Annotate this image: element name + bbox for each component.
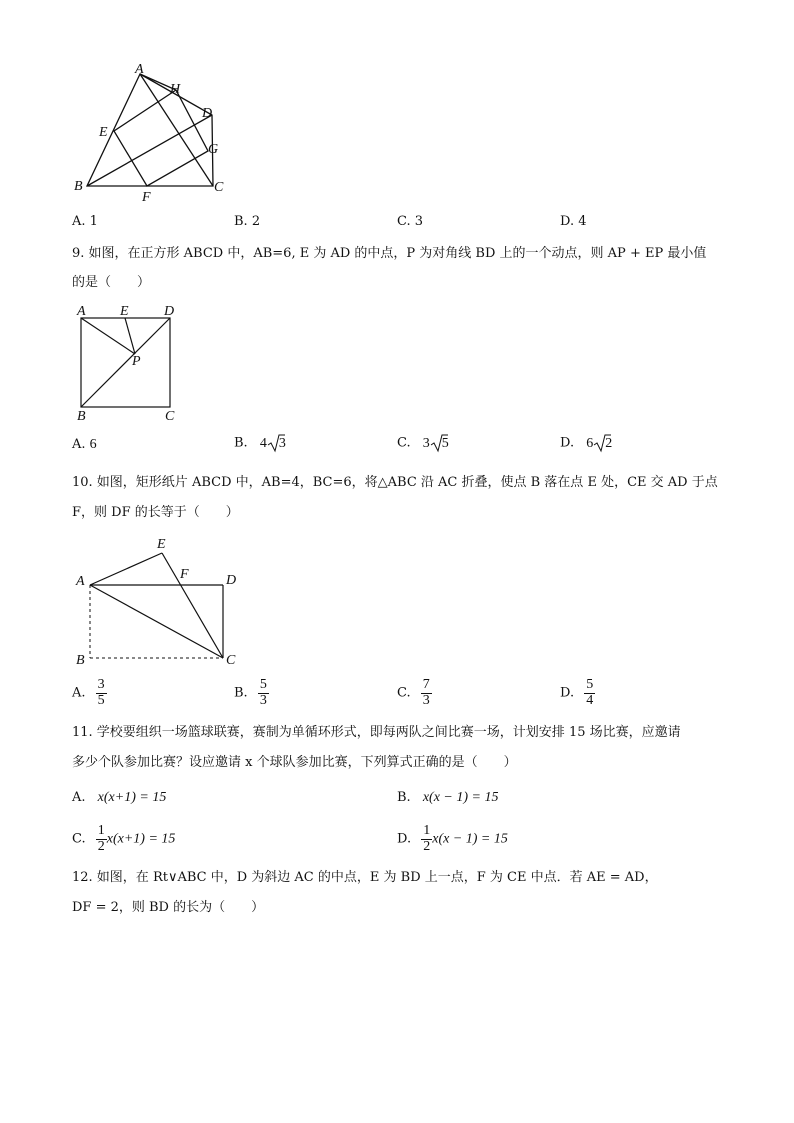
q10-label-B: B xyxy=(76,653,85,668)
q9-label-D: D xyxy=(164,304,175,319)
q10-option-c-letter: C. xyxy=(397,685,411,701)
q11-option-c-expr: x(x+1) = 15 xyxy=(106,831,176,847)
q9-label-C: C xyxy=(165,409,175,424)
q10-option-b-letter: B. xyxy=(234,685,248,701)
q9-option-c-radicand: 5 xyxy=(441,435,449,451)
q9-label-P: P xyxy=(132,354,141,369)
q9-stem-line1: 9. 如图，在正方形 ABCD 中，AB=6, E 为 AD 的中点，P 为对角线 BD 上的一个动点，则 AP + EP 最小值 xyxy=(72,246,707,261)
q10-option-c-num: 7 xyxy=(422,677,430,692)
q11-option-c-num: 1 xyxy=(97,823,105,838)
q10-figure xyxy=(70,530,250,675)
q11-stem-line2: 多少个队参加比赛？设应邀请 x 个球队参加比赛，下列算式正确的是（ ） xyxy=(72,755,517,770)
q8-label-D: D xyxy=(202,106,213,121)
q9-option-c-letter: C. xyxy=(397,435,411,451)
q8-option-c[interactable]: C. 3 xyxy=(397,214,424,229)
q10-option-c-fraction xyxy=(421,678,432,708)
q10-label-C: C xyxy=(226,653,236,668)
q8-option-a[interactable]: A. 1 xyxy=(72,214,98,229)
q8-label-C: C xyxy=(214,180,224,195)
q10-option-a[interactable] xyxy=(72,678,107,708)
q10-label-E: E xyxy=(157,537,166,552)
q8-figure xyxy=(70,60,240,210)
q9-option-b-letter: B. xyxy=(234,435,248,451)
q10-option-a-den: 5 xyxy=(97,692,105,708)
q9-option-d-letter: D. xyxy=(560,435,575,451)
q8-label-F: F xyxy=(142,190,151,205)
q11-option-d[interactable] xyxy=(397,824,508,854)
q8-label-B: B xyxy=(74,179,83,194)
q9-label-B: B xyxy=(77,409,86,424)
q9-option-b-radicand: 3 xyxy=(278,435,286,451)
q11-option-c[interactable] xyxy=(72,824,175,854)
q10-option-b-num: 5 xyxy=(259,677,267,692)
q10-option-d-letter: D. xyxy=(560,685,575,701)
q10-option-b-fraction xyxy=(258,678,269,708)
q10-label-F: F xyxy=(180,567,189,582)
q12-stem-line2: DF = 2，则 BD 的长为（ ） xyxy=(72,900,265,915)
q11-option-a-expr: x(x+1) = 15 xyxy=(97,790,167,805)
q9-option-d[interactable] xyxy=(560,433,612,453)
q9-option-a[interactable] xyxy=(72,437,97,453)
q11-option-d-num: 1 xyxy=(423,823,431,838)
q9-option-b-coef: 4 xyxy=(259,435,267,451)
q8-label-A: A xyxy=(135,62,144,77)
q9-label-E: E xyxy=(120,304,129,319)
q11-option-d-letter: D. xyxy=(397,831,412,847)
q9-figure xyxy=(70,300,190,426)
q10-stem-line2: F，则 DF 的长等于（ ） xyxy=(72,505,239,520)
q10-option-c[interactable] xyxy=(397,678,432,708)
q10-option-c-den: 3 xyxy=(422,692,430,708)
q11-option-c-letter: C. xyxy=(72,831,86,847)
q8-label-E: E xyxy=(99,125,108,140)
q10-option-b[interactable] xyxy=(234,678,269,708)
q9-option-d-radicand: 2 xyxy=(605,435,613,451)
q9-label-A: A xyxy=(77,304,86,319)
q8-label-G: G xyxy=(208,142,219,157)
q11-option-c-half xyxy=(96,824,107,854)
q9-option-c[interactable] xyxy=(397,433,449,453)
q8-label-H: H xyxy=(170,82,181,97)
q10-option-a-fraction xyxy=(96,678,107,708)
q11-option-d-half xyxy=(421,824,432,854)
q11-option-b-letter: B. xyxy=(397,790,411,805)
q9-option-b[interactable] xyxy=(234,433,286,453)
q10-option-b-den: 3 xyxy=(259,692,267,708)
q9-stem-line2: 的是（ ） xyxy=(72,275,151,290)
q10-label-D: D xyxy=(226,573,237,588)
q11-option-a-letter: A. xyxy=(72,790,86,805)
q9-option-c-coef: 3 xyxy=(422,435,430,451)
q10-option-d-num: 5 xyxy=(586,677,594,692)
q8-option-b[interactable]: B. 2 xyxy=(234,214,261,229)
q10-stem-line1: 10. 如图，矩形纸片 ABCD 中，AB=4，BC=6，将△ABC 沿 AC 折叠，使点 B 落在点 E 处，CE 交 AD 于点 xyxy=(72,475,718,490)
q9-option-a-value: 6 xyxy=(89,437,97,452)
q9-option-d-coef: 6 xyxy=(586,435,594,451)
q11-option-d-expr: x(x − 1) = 15 xyxy=(432,831,508,847)
q10-label-A: A xyxy=(76,574,85,589)
q9-option-a-letter: A. xyxy=(72,437,86,452)
q10-option-d-fraction xyxy=(584,678,595,708)
q8-option-d[interactable]: D. 4 xyxy=(560,214,587,229)
q12-stem-line1: 12. 如图，在 Rt∨ABC 中，D 为斜边 AC 的中点，E 为 BD 上一点，F 为 CE 中点．若 AE = AD， xyxy=(72,870,658,885)
q10-option-a-num: 3 xyxy=(97,677,105,692)
q10-option-a-letter: A. xyxy=(72,685,86,701)
q11-option-b[interactable] xyxy=(397,790,498,806)
q11-option-d-den: 2 xyxy=(423,838,431,854)
q11-stem-line1: 11. 学校要组织一场篮球联赛，赛制为单循环形式，即每两队之间比赛一场，计划安排 15 场比赛，应邀请 xyxy=(72,725,681,740)
q10-option-d-den: 4 xyxy=(586,692,594,708)
q11-option-b-expr: x(x − 1) = 15 xyxy=(422,790,499,805)
q10-option-d[interactable] xyxy=(560,678,595,708)
q11-option-a[interactable] xyxy=(72,790,166,806)
q11-option-c-den: 2 xyxy=(97,838,105,854)
